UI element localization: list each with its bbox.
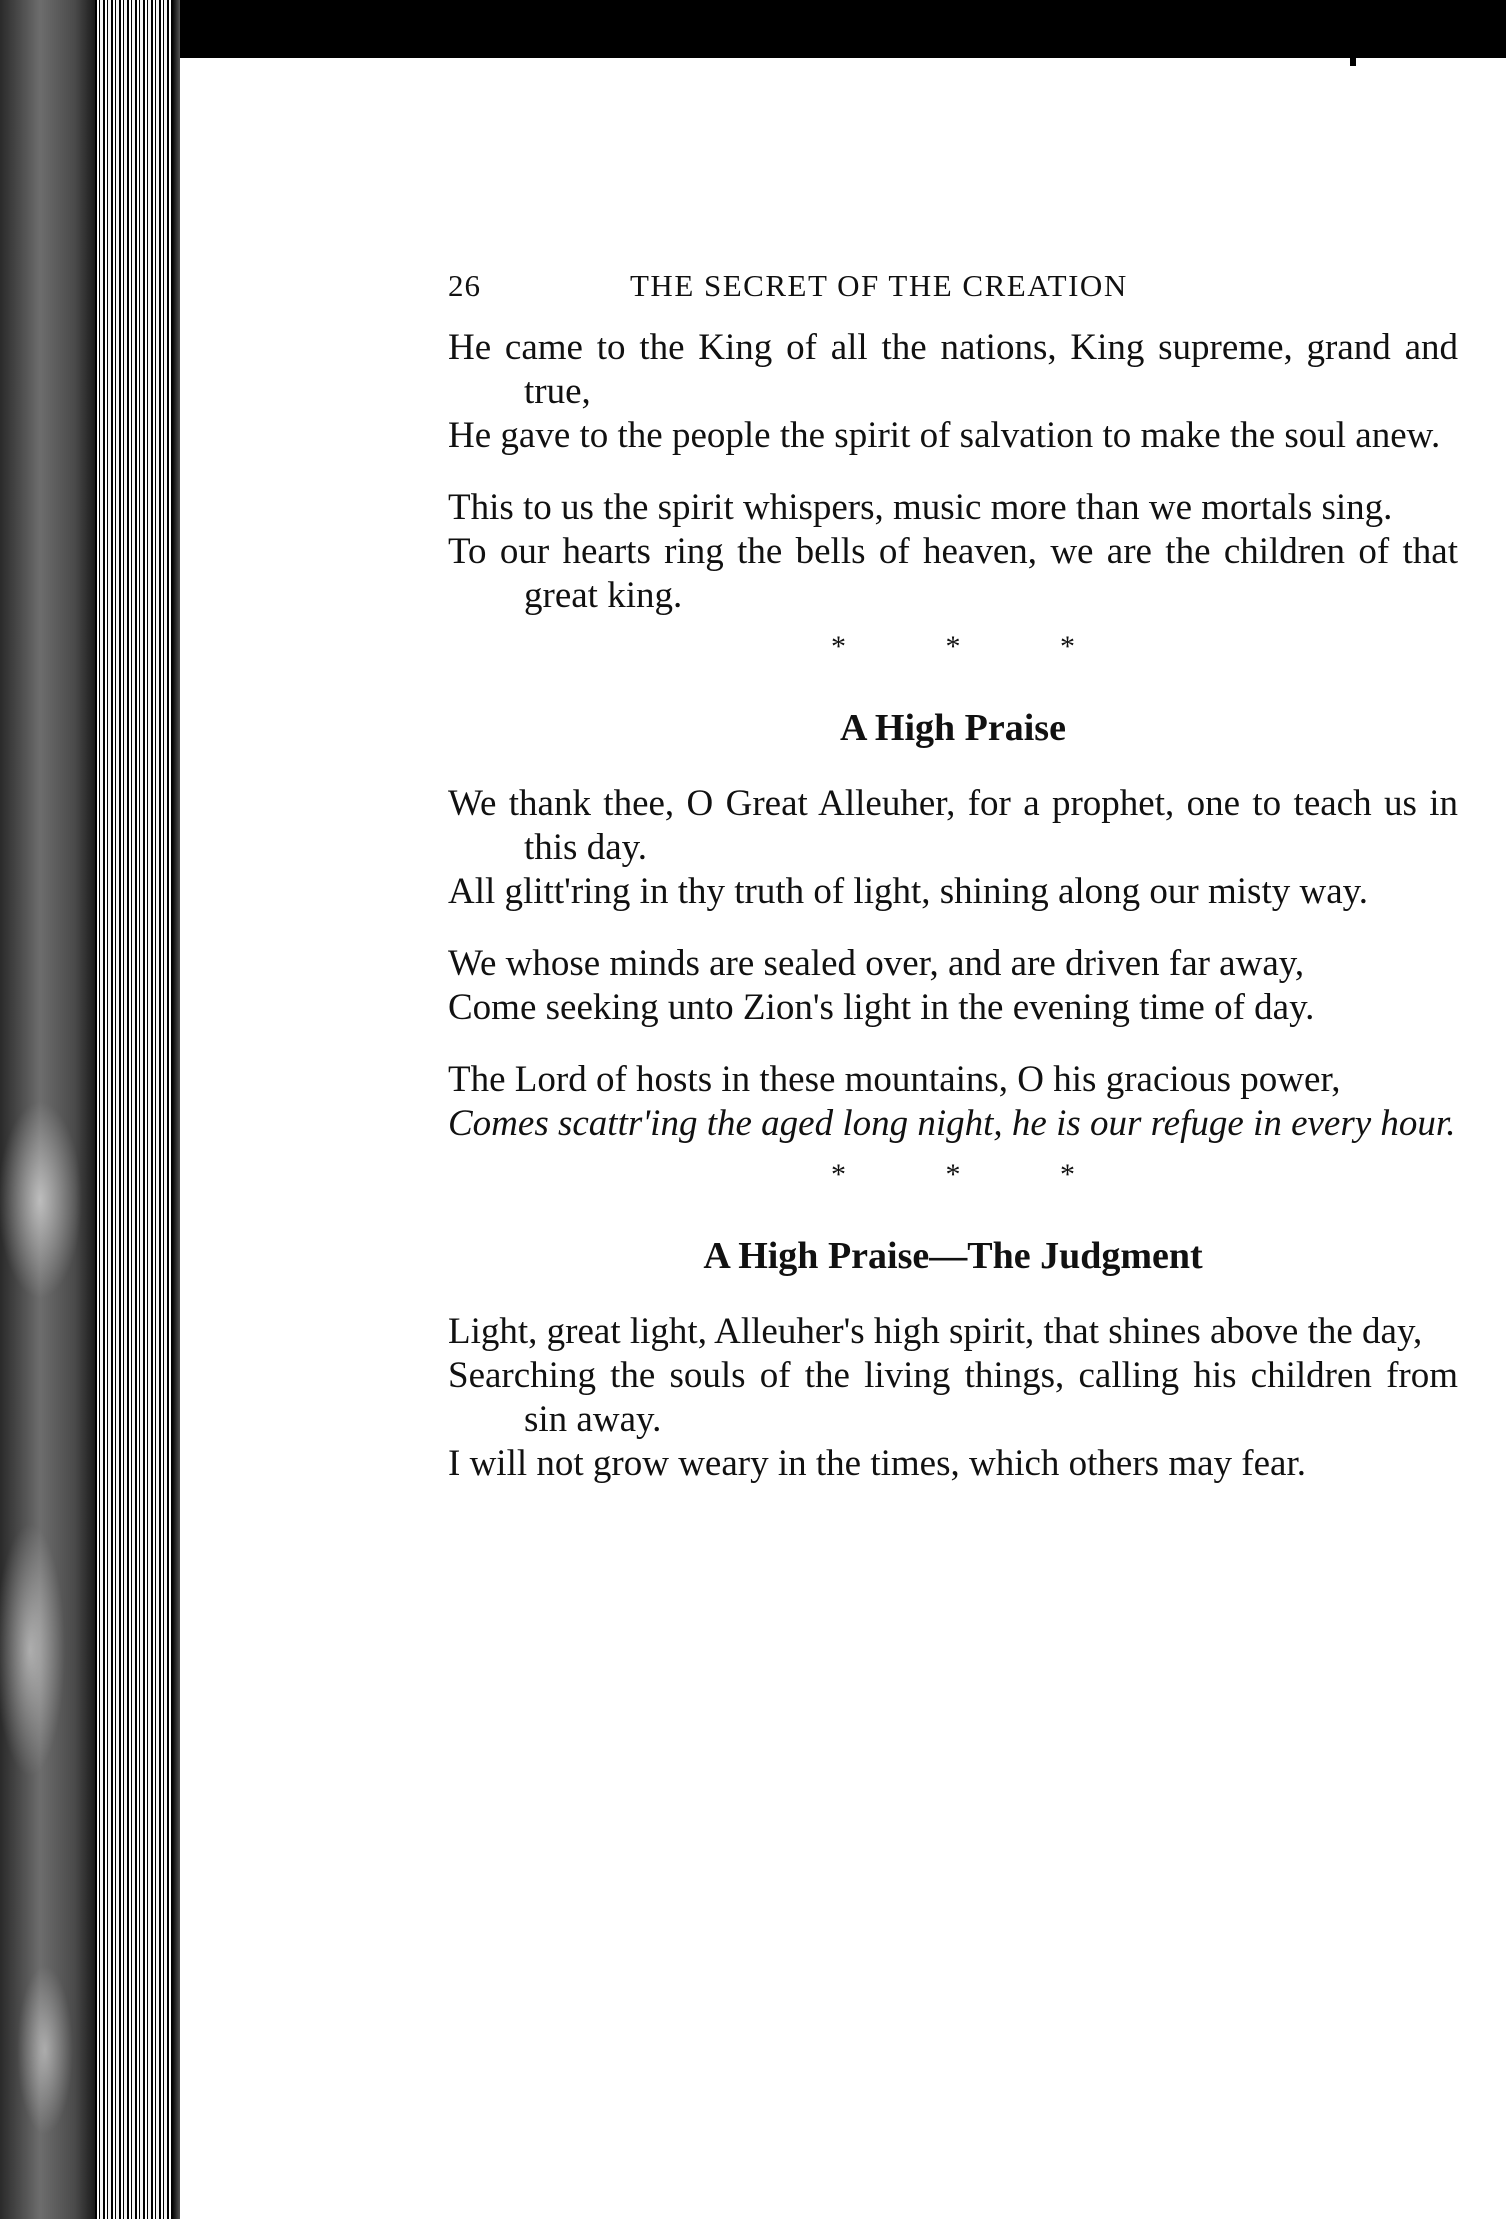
- poem-section-1: [448, 326, 1458, 666]
- book-page: [448, 262, 1458, 1514]
- section-heading: A High Praise: [840, 707, 1066, 749]
- page-number: 26: [448, 268, 481, 303]
- verse-line: Comes scattr'ing the aged long night, he is our refuge in every hour.: [448, 1103, 1456, 1144]
- stanza: [448, 486, 1458, 618]
- poem-section-a-high-praise: [448, 706, 1458, 1194]
- stanza: [448, 1310, 1458, 1486]
- verse-line: All glitt'ring in thy truth of light, shining along our misty way.: [448, 871, 1368, 912]
- verse-line: We whose minds are sealed over, and are driven far away,: [448, 943, 1305, 984]
- poem-section-the-judgment: [448, 1234, 1458, 1486]
- verse-line: He gave to the people the spirit of salvation to make the soul anew.: [448, 415, 1441, 456]
- top-scan-border: [0, 0, 1506, 58]
- verse-line: Come seeking unto Zion's light in the evening time of day.: [448, 987, 1315, 1028]
- verse-line: We thank thee, O Great Alleuher, for a prophet, one to teach us in this day.: [448, 783, 1458, 868]
- running-title: THE SECRET OF THE CREATION: [630, 268, 1128, 303]
- stanza: [448, 1058, 1458, 1146]
- section-divider: * * *: [831, 1158, 1121, 1191]
- book-binding-edge: [0, 0, 180, 2219]
- section-divider: * * *: [831, 630, 1121, 663]
- stanza: [448, 326, 1458, 458]
- stanza: [448, 942, 1458, 1030]
- verse-line: This to us the spirit whispers, music more than we mortals sing.: [448, 487, 1393, 528]
- section-heading: A High Praise—The Judgment: [703, 1235, 1203, 1277]
- running-head: [448, 262, 1458, 314]
- verse-line: Searching the souls of the living things, calling his children from sin away.: [448, 1355, 1458, 1440]
- verse-line: The Lord of hosts in these mountains, O his gracious power,: [448, 1059, 1341, 1100]
- verse-line: He came to the King of all the nations, King supreme, grand and true,: [448, 327, 1458, 412]
- verse-line: Light, great light, Alleuher's high spirit, that shines above the day,: [448, 1311, 1423, 1352]
- verse-line: To our hearts ring the bells of heaven, we are the children of that great king.: [448, 531, 1458, 616]
- stanza: [448, 782, 1458, 914]
- verse-line: I will not grow weary in the times, which others may fear.: [448, 1443, 1306, 1484]
